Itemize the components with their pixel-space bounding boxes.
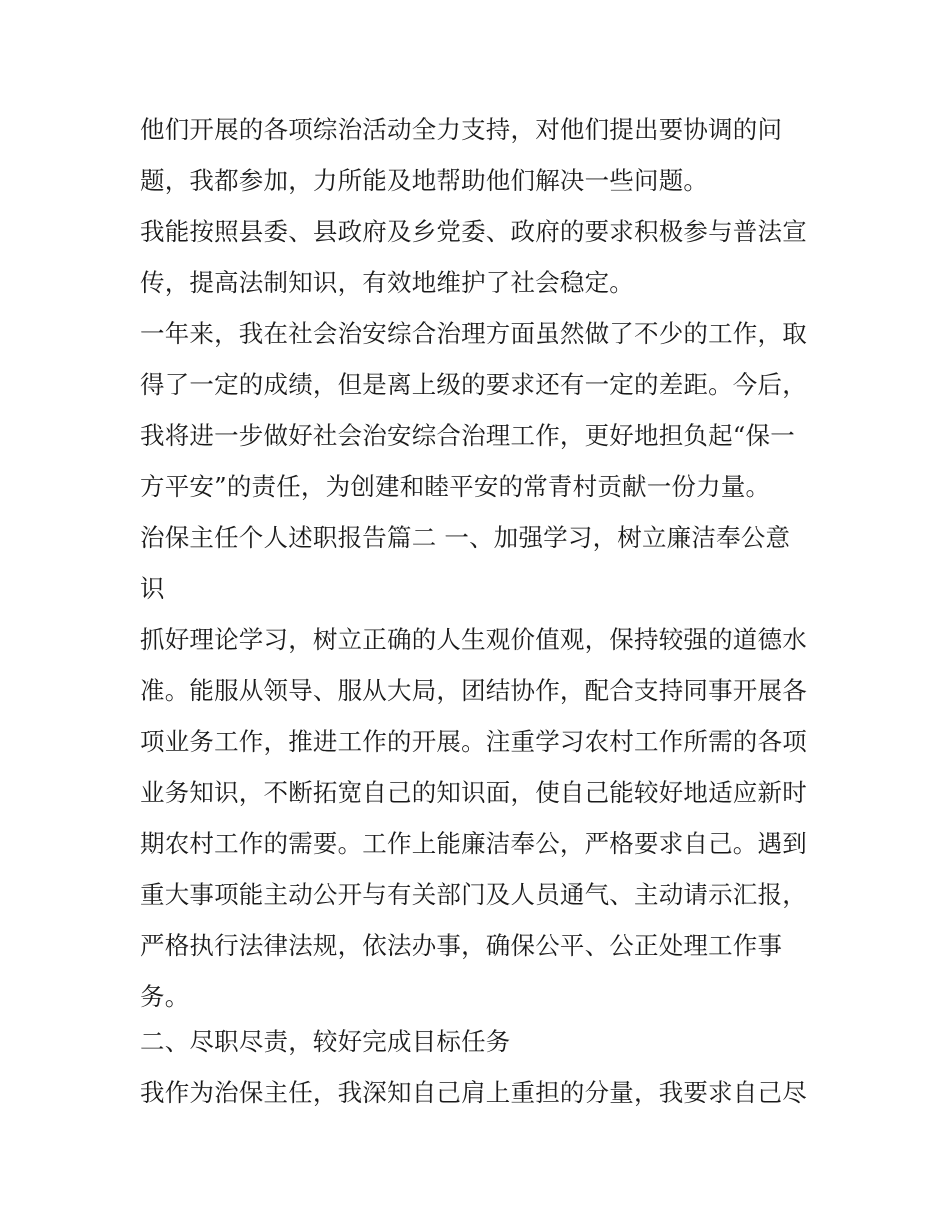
text-line: 方平安”的责任，为创建和睦平安的常青村贡献一份力量。 <box>140 472 771 501</box>
text-line: 得了一定的成绩，但是离上级的要求还有一定的差距。今后， <box>140 370 807 399</box>
text-line: 业务知识，不断拓宽自己的知识面，使自己能较好地适应新时 <box>140 778 807 807</box>
text-line: 抓好理论学习，树立正确的人生观价值观，保持较强的道德水 <box>140 625 807 654</box>
text-line: 重大事项能主动公开与有关部门及人员通气、主动请示汇报， <box>140 880 807 909</box>
text-line: 期农村工作的需要。工作上能廉洁奉公，严格要求自己。遇到 <box>140 829 807 858</box>
section-heading: 二、尽职尽责，较好完成目标任务 <box>140 1027 511 1056</box>
text-line: 务。 <box>140 982 190 1011</box>
text-line: 一年来，我在社会治安综合治理方面虽然做了不少的工作，取 <box>140 319 807 348</box>
section-heading: 治保主任个人述职报告篇二 一、加强学习，树立廉洁奉公意 <box>140 523 791 552</box>
text-line: 严格执行法律法规，依法办事，确保公平、公正处理工作事 <box>140 931 783 960</box>
section-heading-continued: 识 <box>140 574 165 603</box>
text-line: 传，提高法制知识，有效地维护了社会稳定。 <box>140 268 634 297</box>
text-line: 题，我都参加，力所能及地帮助他们解决一些问题。 <box>140 166 709 195</box>
text-line: 他们开展的各项综治活动全力支持，对他们提出要协调的问 <box>140 115 783 144</box>
text-line: 准。能服从领导、服从大局，团结协作，配合支持同事开展各 <box>140 676 807 705</box>
text-line: 我能按照县委、县政府及乡党委、政府的要求积极参与普法宣 <box>140 217 807 246</box>
text-line: 项业务工作，推进工作的开展。注重学习农村工作所需的各项 <box>140 727 807 756</box>
text-line: 我作为治保主任，我深知自己肩上重担的分量，我要求自己尽 <box>140 1078 807 1107</box>
text-line: 我将进一步做好社会治安综合治理工作，更好地担负起“保一 <box>140 421 795 450</box>
